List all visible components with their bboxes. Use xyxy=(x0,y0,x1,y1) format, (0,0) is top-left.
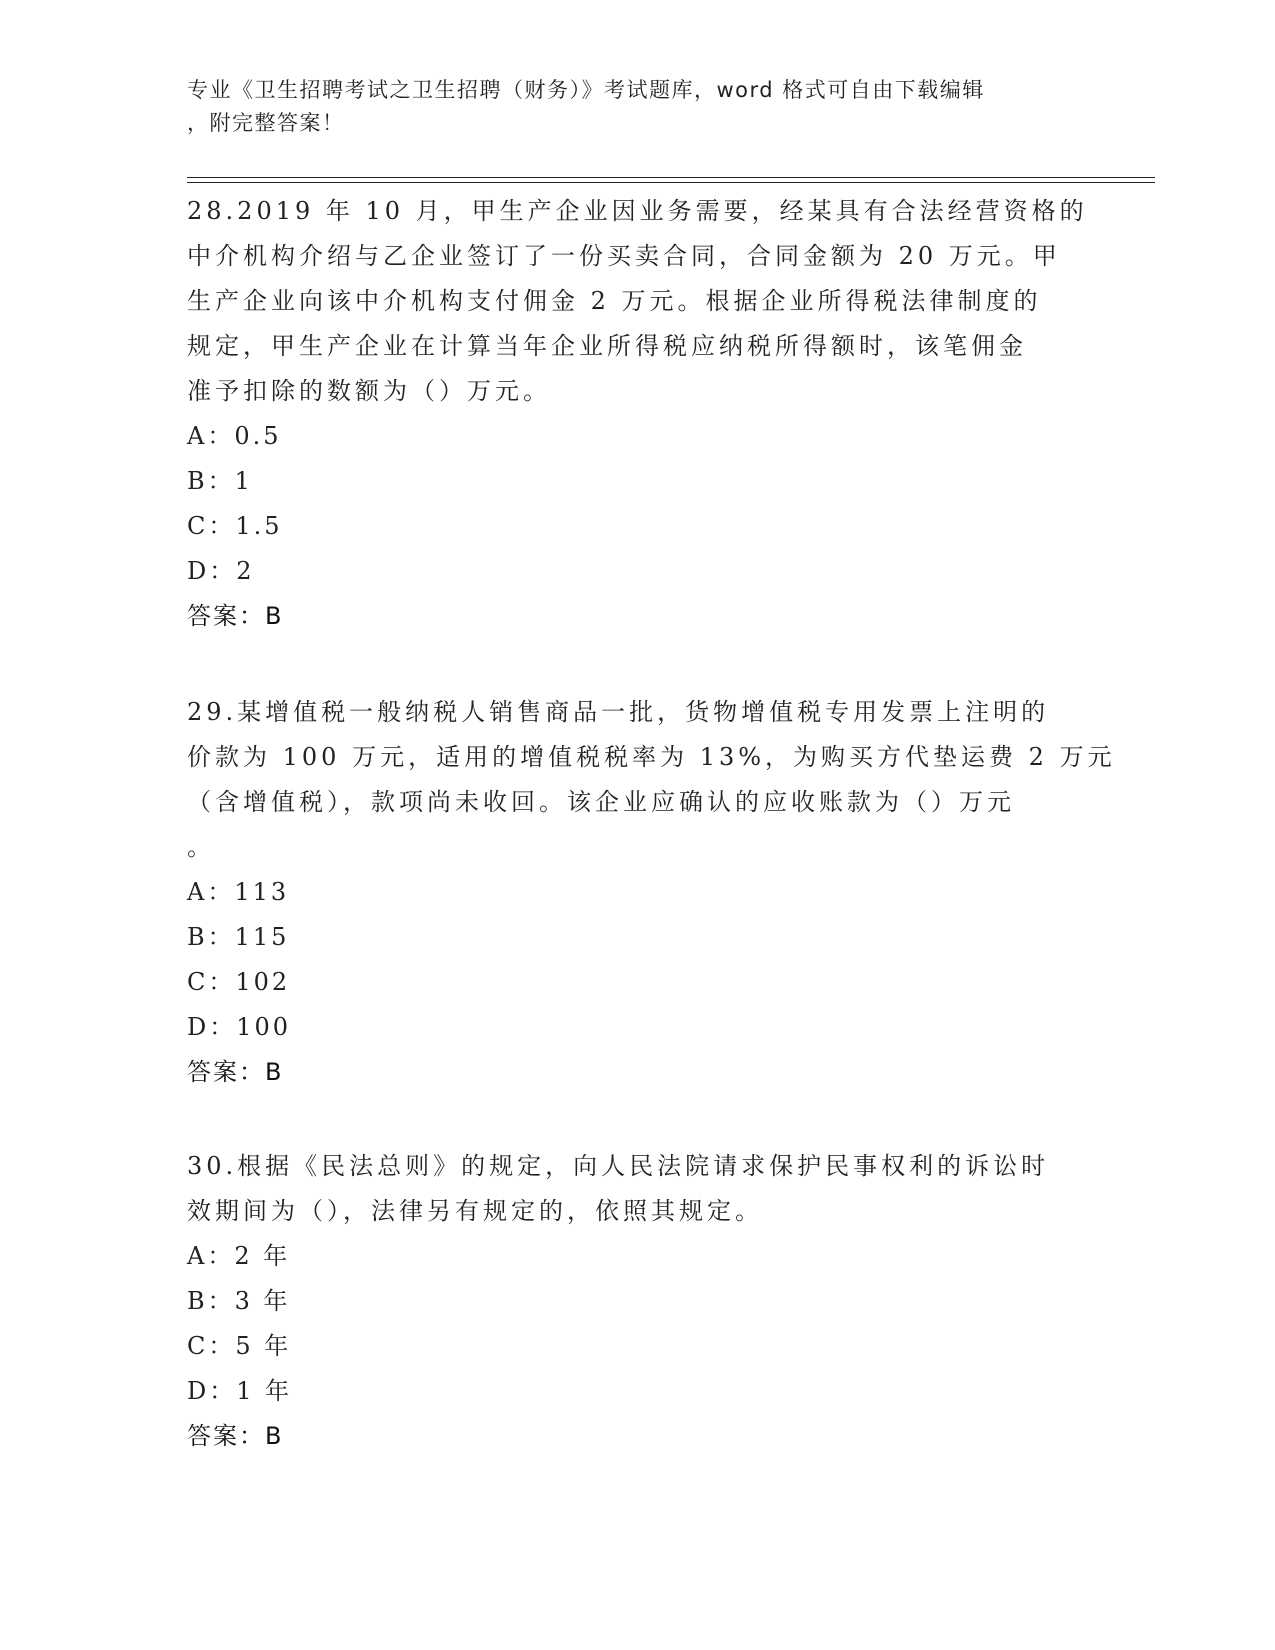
question-stem-line: 中介机构介绍与乙企业签订了一份买卖合同，合同金额为 20 万元。甲 xyxy=(187,242,1061,270)
option-d: D：1 年 xyxy=(187,1377,293,1405)
question-stem-line: 规定，甲生产企业在计算当年企业所得税应纳税所得额时，该笔佣金 xyxy=(187,332,1027,360)
option-b: B：3 年 xyxy=(187,1287,291,1315)
question-stem-line: 30.根据《民法总则》的规定，向人民法院请求保护民事权利的诉讼时 xyxy=(187,1152,1050,1180)
header-divider-bottom xyxy=(187,182,1155,183)
option-c: C：102 xyxy=(187,968,291,996)
question-29 xyxy=(187,690,1116,1095)
question-stem-line: 价款为 100 万元，适用的增值税税率为 13%，为购买方代垫运费 2 万元 xyxy=(187,743,1116,771)
question-stem-line: 。 xyxy=(187,833,215,861)
question-28 xyxy=(187,189,1087,639)
question-30 xyxy=(187,1144,1087,1459)
answer-label: 答案：B xyxy=(187,602,284,630)
option-d: D：2 xyxy=(187,557,255,585)
option-b: B：115 xyxy=(187,923,290,951)
question-stem-line: （含增值税），款项尚未收回。该企业应确认的应收账款为（）万元 xyxy=(187,788,1015,816)
option-a: A：2 年 xyxy=(187,1242,291,1270)
question-stem-line: 生产企业向该中介机构支付佣金 2 万元。根据企业所得税法律制度的 xyxy=(187,287,1042,315)
option-a: A：0.5 xyxy=(187,422,282,450)
answer-label: 答案：B xyxy=(187,1058,284,1086)
answer-label: 答案：B xyxy=(187,1422,284,1450)
option-a: A：113 xyxy=(187,878,290,906)
question-stem-line: 准予扣除的数额为（）万元。 xyxy=(187,377,551,405)
question-stem-line: 28.2019 年 10 月，甲生产企业因业务需要，经某具有合法经营资格的 xyxy=(187,197,1088,225)
option-c: C：1.5 xyxy=(187,512,283,540)
question-stem-line: 29.某增值税一般纳税人销售商品一批，货物增值税专用发票上注明的 xyxy=(187,698,1050,726)
header-divider-top xyxy=(187,177,1155,178)
question-stem-line: 效期间为（），法律另有规定的，依照其规定。 xyxy=(187,1197,763,1225)
option-b: B：1 xyxy=(187,467,253,495)
header-line-1: 专业《卫生招聘考试之卫生招聘（财务）》考试题库，word 格式可自由下载编辑 xyxy=(187,78,985,102)
option-c: C：5 年 xyxy=(187,1332,292,1360)
page-header xyxy=(187,74,1067,140)
option-d: D：100 xyxy=(187,1013,292,1041)
header-line-2: ，附完整答案！ xyxy=(187,111,345,135)
